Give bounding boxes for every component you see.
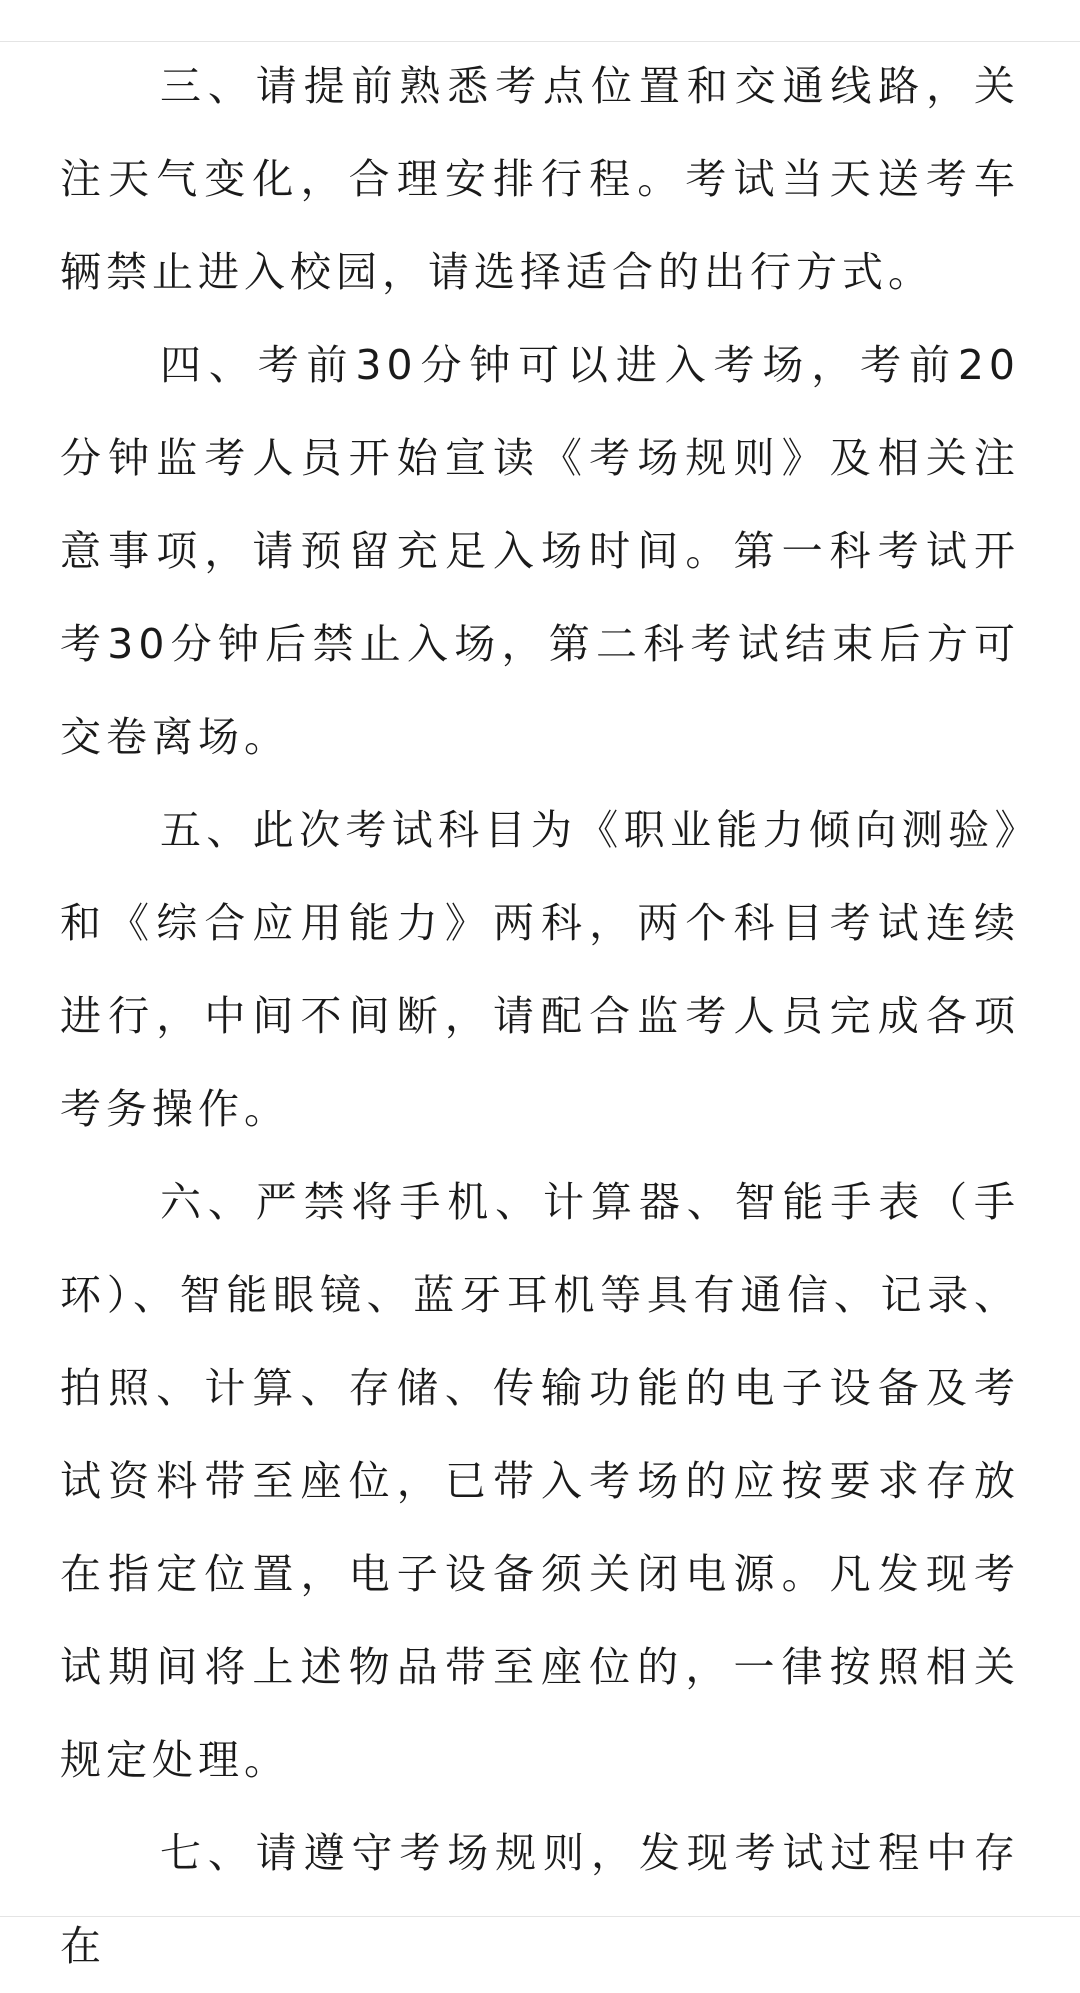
bottom-divider [0, 1916, 1080, 1917]
article-body [60, 40, 1020, 1993]
paragraph-item-4: 四、考前30分钟可以进入考场，考前20分钟监考人员开始宣读《考场规则》及相关注意事项，请预留充足入场时间。第一科考试开考30分钟后禁止入场，第二科考试结束后方可交卷离场。 [60, 341, 1020, 761]
paragraph-item-3: 三、请提前熟悉考点位置和交通线路，关注天气变化，合理安排行程。考试当天送考车辆禁止进入校园，请选择适合的出行方式。 [60, 62, 1020, 296]
paragraph-item-6: 六、严禁将手机、计算器、智能手表（手环）、智能眼镜、蓝牙耳机等具有通信、记录、拍照、计算、存储、传输功能的电子设备及考试资料带至座位，已带入考场的应按要求存放在指定位置，电子设备须关闭电源。凡发现考试期间将上述物品带至座位的，一律按照相关规定处理。 [60, 1178, 1020, 1784]
paragraph-item-5: 五、此次考试科目为《职业能力倾向测验》和《综合应用能力》两科，两个科目考试连续进行，中间不间断，请配合监考人员完成各项考务操作。 [60, 806, 1020, 1133]
paragraph-item-7: 七、请遵守考场规则，发现考试过程中存在 [60, 1829, 1020, 1970]
